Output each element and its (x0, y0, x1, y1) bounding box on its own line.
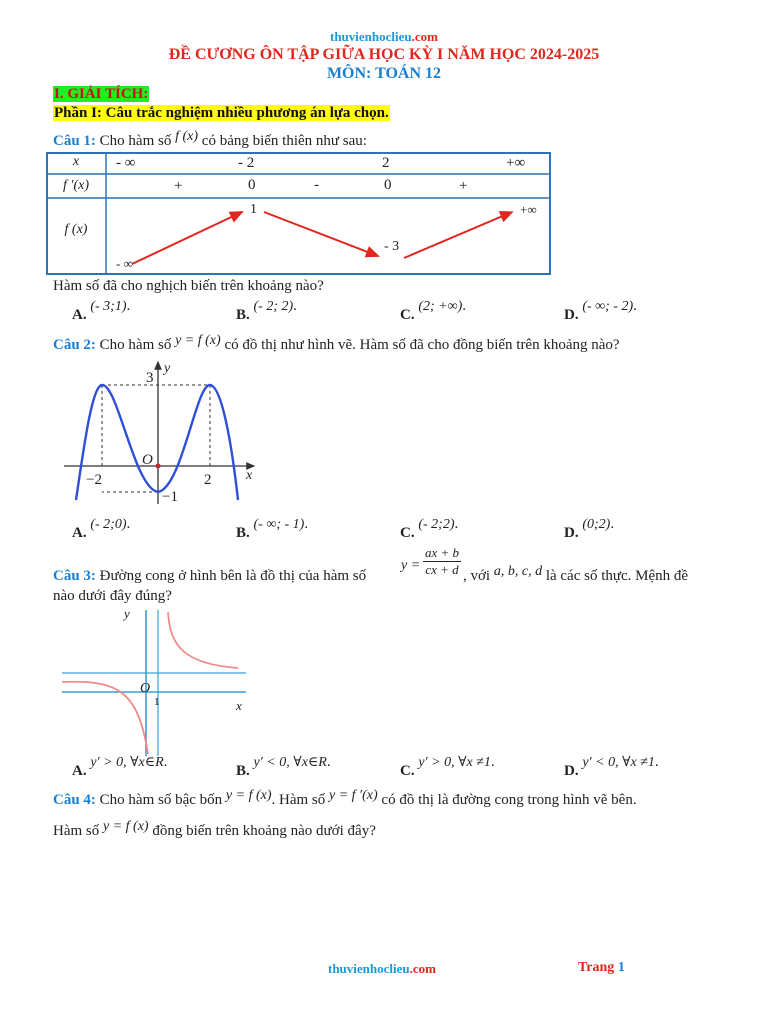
q4-prompt: Câu 4: Cho hàm số bậc bốn y = f (x). Hàm số y = f ′(x) có đồ thị là đường cong trong hình vẽ bên. (53, 788, 637, 808)
q3-fraction: $\frac{ax + b}{cx + d}$ (425, 545, 460, 577)
q1-option-d[interactable]: D. (- ∞; - 2). (564, 298, 637, 323)
table-fprime-label: f ′(x) (63, 178, 89, 193)
q3-one-label: 1 (154, 696, 160, 708)
arrow-down (264, 212, 378, 256)
q1-option-a[interactable]: A. (- 3;1). (72, 298, 131, 323)
q2-option-a[interactable]: A. (- 2;0). (72, 516, 131, 541)
q2-ymin-label: −1 (162, 489, 178, 505)
q3-option-d[interactable]: D. y′ < 0, ∀x ≠1. (564, 754, 659, 779)
table-x-value: - 2 (238, 155, 255, 171)
table-x-label: x (72, 154, 80, 169)
table-x-value: 2 (382, 155, 390, 171)
q3-option-c[interactable]: C. y′ > 0, ∀x ≠1. (400, 754, 495, 779)
q2-y-label: y (164, 361, 171, 376)
variation-table (46, 152, 552, 276)
q3-x-label: x (236, 698, 242, 713)
table-f-value: +∞ (520, 202, 537, 217)
q2-ymax-label: 3 (146, 370, 154, 386)
footer-site[interactable]: thuvienhoclieu.com (328, 961, 436, 976)
q2-x-label: x (246, 468, 253, 483)
q3-y-label: y (124, 606, 130, 621)
q1-option-c[interactable]: C. (2; +∞). (400, 298, 467, 323)
q1-option-b[interactable]: B. (- 2; 2). (236, 298, 297, 323)
table-f-value: - 3 (384, 239, 400, 254)
arrow-up-2 (404, 212, 512, 258)
table-f-value: 1 (250, 202, 257, 217)
q1-prompt: Câu 1: Cho hàm số f (x) có bảng biến thiên như sau: (53, 129, 367, 149)
table-sign: - (314, 177, 319, 193)
page-number: Trang 1 (578, 960, 625, 975)
table-sign: 0 (248, 177, 256, 193)
table-sign: + (174, 178, 183, 194)
q1-question: Hàm số đã cho nghịch biến trên khoảng nào? (53, 278, 324, 294)
document-title: ĐỀ CƯƠNG ÔN TẬP GIỮA HỌC KỲ I NĂM HỌC 2024-2025 (168, 46, 600, 63)
part-heading: Phần I: Câu trắc nghiệm nhiều phương án lựa chọn. (54, 105, 389, 121)
q2-xpos-label: 2 (204, 472, 212, 488)
q2-option-b[interactable]: B. (- ∞; - 1). (236, 516, 309, 541)
q2-origin-label: O (142, 452, 153, 468)
q2-prompt: Câu 2: Cho hàm số y = f (x) có đồ thị như hình vẽ. Hàm số đã cho đồng biến trên khoảng nào? (53, 333, 620, 353)
q2-option-c[interactable]: C. (- 2;2). (400, 516, 459, 541)
section-heading: I. GIẢI TÍCH: (54, 86, 149, 102)
table-sign: + (459, 178, 468, 194)
table-x-value: - ∞ (116, 155, 136, 171)
q2-option-d[interactable]: D. (0;2). (564, 516, 615, 541)
arrow-up-1 (132, 212, 242, 264)
table-sign: 0 (384, 177, 392, 193)
q2-xneg-label: −2 (86, 472, 102, 488)
table-x-value: +∞ (506, 155, 526, 171)
q3-graph (58, 606, 250, 758)
table-f-label: f (x) (64, 222, 88, 237)
q3-prompt: Câu 3: Đường cong ở hình bên là đồ thị của hàm số y = $\frac{ax + b}{cx + d}$ , với a, b, c, d là các số thực. Mệnh đề nào dưới đây đúng? (53, 545, 689, 604)
q3-option-a[interactable]: A. y′ > 0, ∀x∈R. (72, 754, 168, 779)
q3-option-b[interactable]: B. y′ < 0, ∀x∈R. (236, 754, 331, 779)
subject-title: MÔN: TOÁN 12 (326, 65, 442, 82)
q2-graph (60, 356, 260, 506)
header-site[interactable]: thuvienhoclieu.com (330, 29, 438, 44)
q4-prompt-line2: Hàm số y = f (x) đồng biến trên khoảng nào dưới đây? (53, 819, 376, 839)
q3-origin-label: O (140, 681, 151, 696)
table-f-value: - ∞ (116, 256, 133, 271)
